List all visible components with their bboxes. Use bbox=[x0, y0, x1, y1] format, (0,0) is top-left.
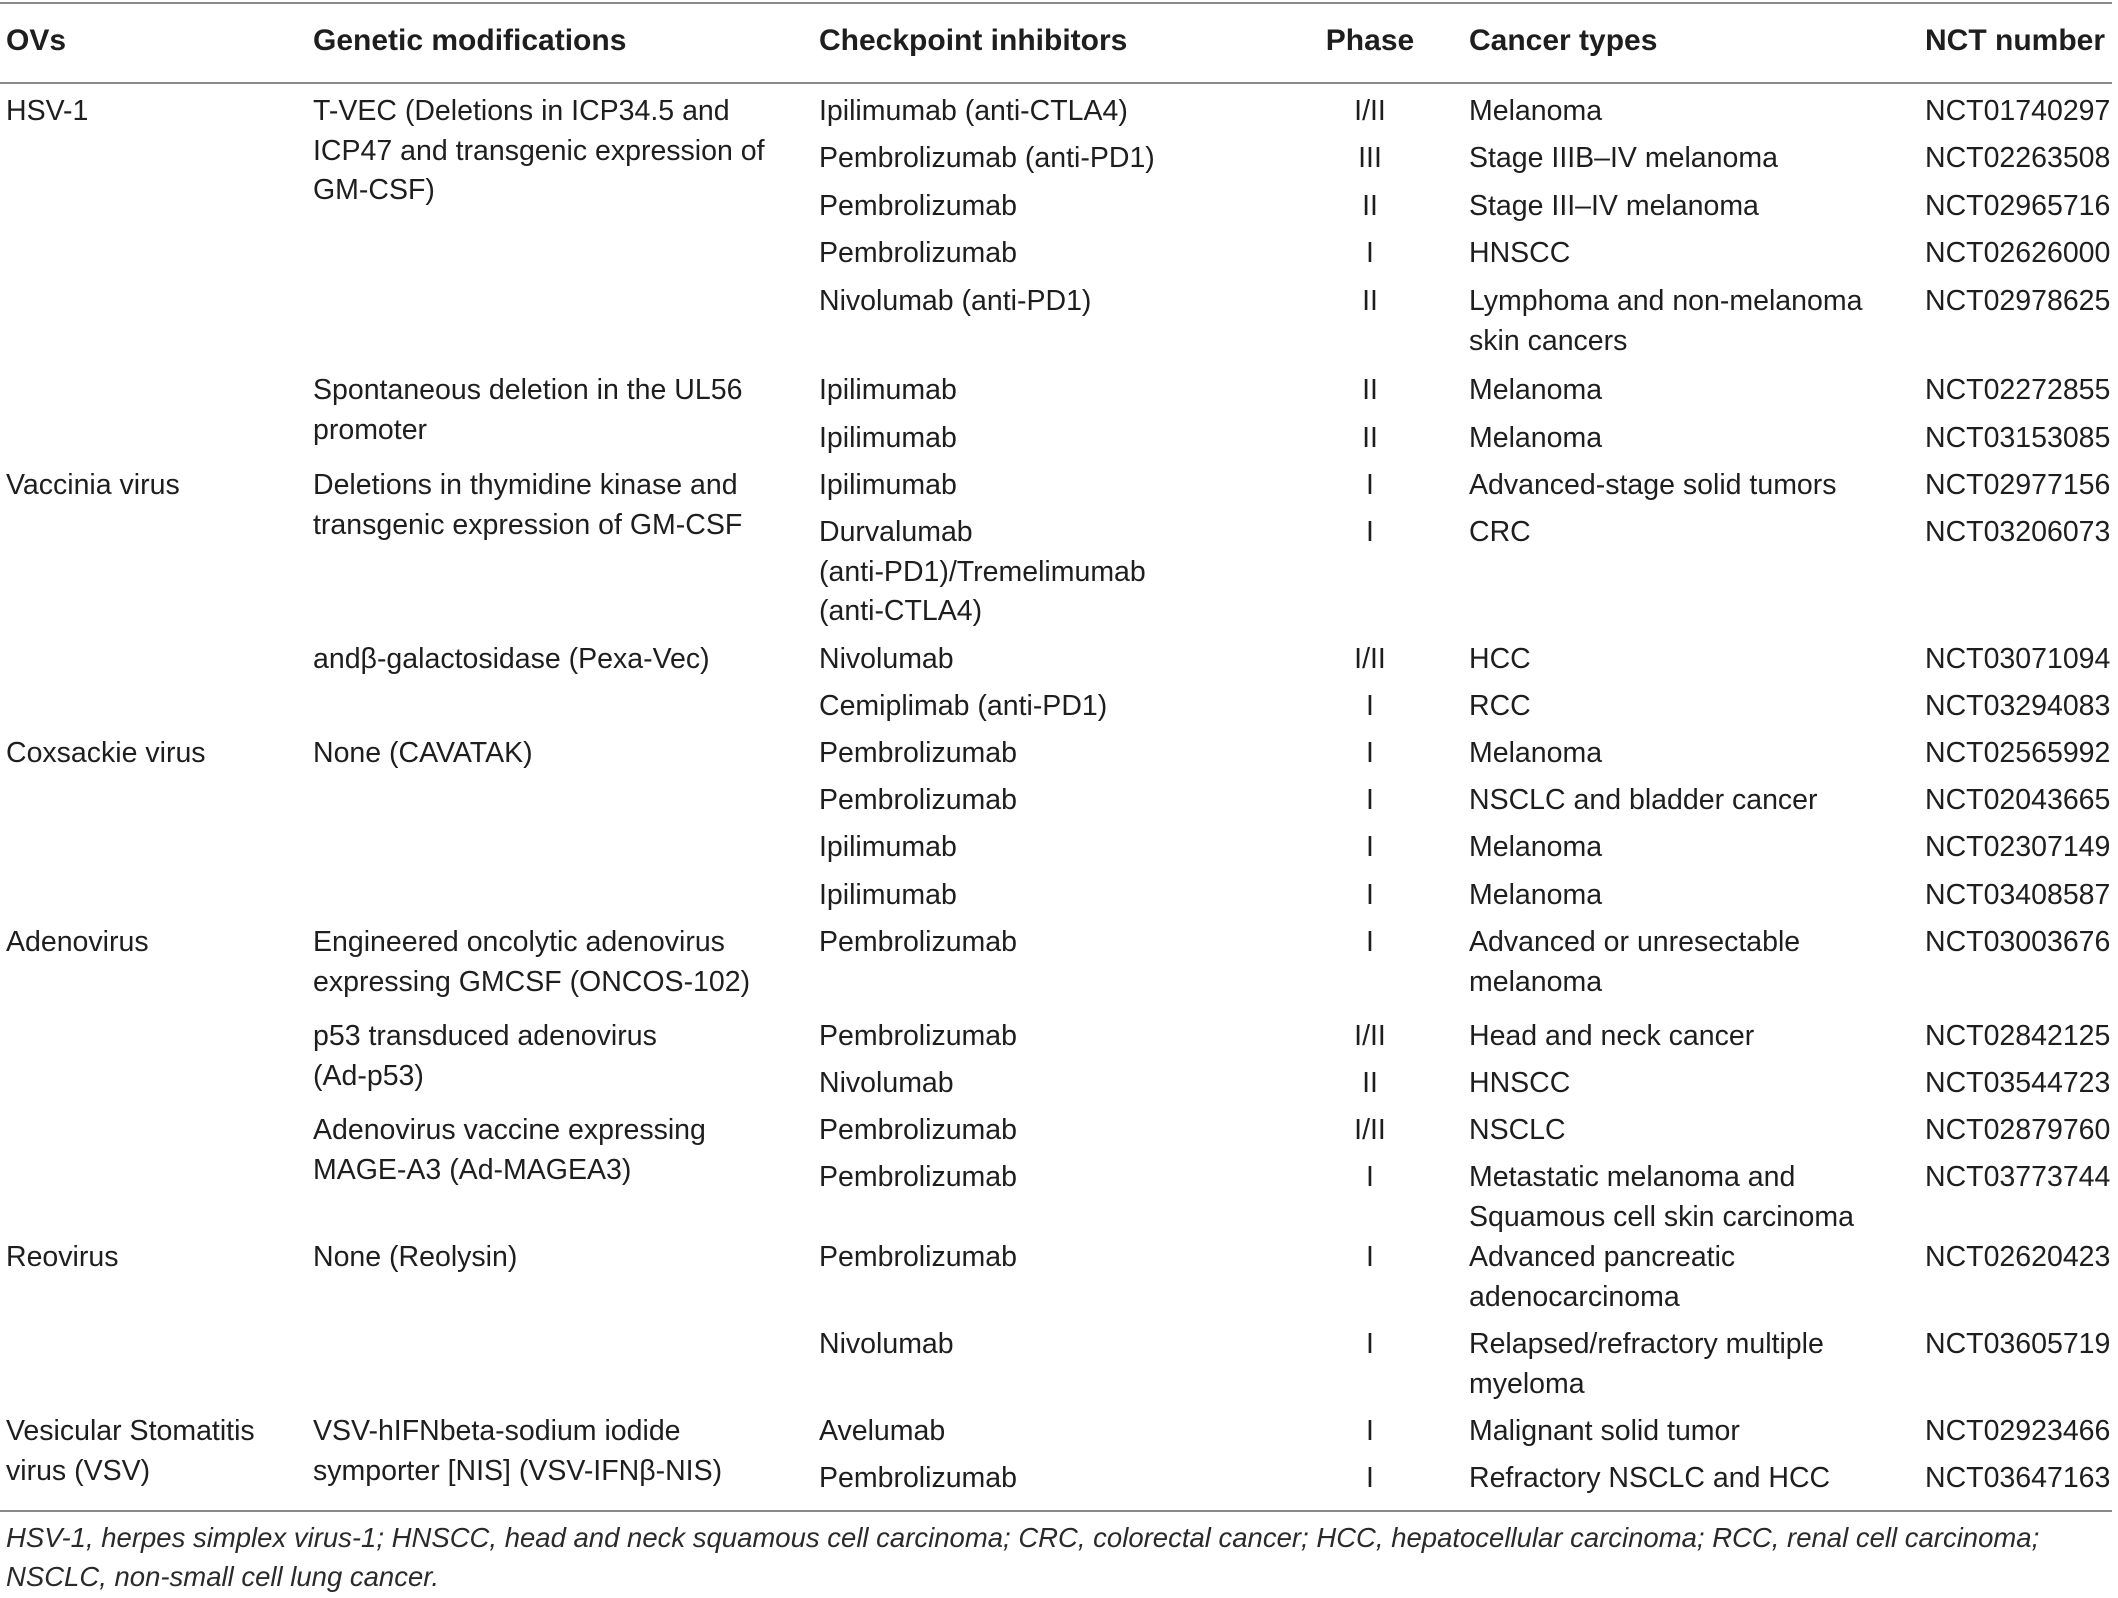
ov-cell: Vaccinia virus bbox=[6, 469, 180, 501]
phase-cell: II bbox=[1362, 374, 1378, 406]
cancer-type-cell: Stage III–IV melanoma bbox=[1469, 190, 1759, 222]
phase-cell: I bbox=[1366, 690, 1374, 722]
cancer-type-cell: HCC bbox=[1469, 643, 1531, 675]
phase-cell: I bbox=[1366, 831, 1374, 863]
cancer-type-cell: Lymphoma and non-melanoma skin cancers bbox=[1469, 285, 1863, 357]
cancer-type-cell: CRC bbox=[1469, 516, 1531, 548]
checkpoint-inhibitor-cell: Pembrolizumab bbox=[819, 1114, 1017, 1146]
nct-number-cell: NCT03153085 bbox=[1925, 422, 2111, 454]
checkpoint-inhibitor-cell: Nivolumab bbox=[819, 1067, 954, 1099]
checkpoint-inhibitor-cell: Nivolumab (anti-PD1) bbox=[819, 285, 1092, 317]
cancer-type-cell: Melanoma bbox=[1469, 95, 1603, 127]
checkpoint-inhibitor-cell: Pembrolizumab bbox=[819, 1020, 1017, 1052]
cancer-type-cell: Melanoma bbox=[1469, 879, 1603, 911]
ov-cell: Vesicular Stomatitis virus (VSV) bbox=[6, 1415, 255, 1487]
table-footnote: HSV-1, herpes simplex virus-1; HNSCC, head and neck squamous cell carcinoma; CRC, colorectal cancer; HCC, hepatocellular carcinoma; RCC, renal cell carcinoma; NSCLC, non-small cell lung cancer. bbox=[6, 1522, 2040, 1592]
checkpoint-inhibitor-cell: Pembrolizumab bbox=[819, 190, 1017, 222]
checkpoint-inhibitor-cell: Durvalumab (anti-PD1)/Tremelimumab (anti-CTLA4) bbox=[819, 516, 1146, 627]
checkpoint-inhibitor-cell: Ipilimumab bbox=[819, 469, 957, 501]
nct-number-cell: NCT03071094 bbox=[1925, 643, 2111, 675]
checkpoint-inhibitor-cell: Avelumab bbox=[819, 1415, 946, 1447]
nct-number-cell: NCT03294083 bbox=[1925, 690, 2111, 722]
nct-number-cell: NCT02626000 bbox=[1925, 237, 2111, 269]
header-genetic-modifications: Genetic modifications bbox=[313, 24, 627, 57]
cancer-type-cell: Melanoma bbox=[1469, 374, 1603, 406]
phase-cell: I bbox=[1366, 926, 1374, 958]
nct-number-cell: NCT02965716 bbox=[1925, 190, 2111, 222]
nct-number-cell: NCT02263508 bbox=[1925, 142, 2111, 174]
checkpoint-inhibitor-cell: Ipilimumab bbox=[819, 374, 957, 406]
cancer-type-cell: Advanced pancreatic adenocarcinoma bbox=[1469, 1241, 1736, 1313]
checkpoint-inhibitor-cell: Pembrolizumab bbox=[819, 1462, 1017, 1494]
phase-cell: I bbox=[1366, 737, 1374, 769]
phase-cell: I bbox=[1366, 879, 1374, 911]
cancer-type-cell: Refractory NSCLC and HCC bbox=[1469, 1462, 1831, 1494]
header-nct-number: NCT number bbox=[1925, 24, 2105, 57]
cancer-type-cell: Advanced-stage solid tumors bbox=[1469, 469, 1837, 501]
ov-cell: Adenovirus bbox=[6, 926, 149, 958]
nct-number-cell: NCT03544723 bbox=[1925, 1067, 2111, 1099]
ov-cell: Coxsackie virus bbox=[6, 737, 206, 769]
genetic-modification-cell: Adenovirus vaccine expressing MAGE-A3 (Ad-MAGEA3) bbox=[313, 1114, 706, 1186]
nct-number-cell: NCT03647163 bbox=[1925, 1462, 2111, 1494]
cancer-type-cell: Melanoma bbox=[1469, 737, 1603, 769]
genetic-modification-cell: VSV-hIFNbeta-sodium iodide symporter [NIS] (VSV-IFNβ-NIS) bbox=[313, 1415, 723, 1487]
nct-number-cell: NCT03605719 bbox=[1925, 1328, 2111, 1360]
cancer-type-cell: HNSCC bbox=[1469, 237, 1571, 269]
checkpoint-inhibitor-cell: Pembrolizumab bbox=[819, 1161, 1017, 1193]
phase-cell: II bbox=[1362, 285, 1378, 317]
checkpoint-inhibitor-cell: Ipilimumab bbox=[819, 879, 957, 911]
header-rule bbox=[0, 82, 2112, 84]
bottom-rule bbox=[0, 1510, 2112, 1512]
header-checkpoint-inhibitors: Checkpoint inhibitors bbox=[819, 24, 1128, 57]
cancer-type-cell: Stage IIIB–IV melanoma bbox=[1469, 142, 1778, 174]
nct-number-cell: NCT03408587 bbox=[1925, 879, 2111, 911]
phase-cell: II bbox=[1362, 1067, 1378, 1099]
phase-cell: I bbox=[1366, 516, 1374, 548]
genetic-modification-cell: Engineered oncolytic adenovirus expressing GMCSF (ONCOS-102) bbox=[313, 926, 751, 998]
genetic-modification-cell: p53 transduced adenovirus (Ad-p53) bbox=[313, 1020, 657, 1092]
cancer-type-cell: RCC bbox=[1469, 690, 1531, 722]
cancer-type-cell: NSCLC and bladder cancer bbox=[1469, 784, 1818, 816]
genetic-modification-cell: T-VEC (Deletions in ICP34.5 and ICP47 and transgenic expression of GM-CSF) bbox=[313, 95, 765, 206]
checkpoint-inhibitor-cell: Cemiplimab (anti-PD1) bbox=[819, 690, 1108, 722]
phase-cell: I bbox=[1366, 1328, 1374, 1360]
nct-number-cell: NCT03206073 bbox=[1925, 516, 2111, 548]
checkpoint-inhibitor-cell: Nivolumab bbox=[819, 643, 954, 675]
checkpoint-inhibitor-cell: Ipilimumab bbox=[819, 422, 957, 454]
phase-cell: I/II bbox=[1354, 1020, 1386, 1052]
cancer-type-cell: Melanoma bbox=[1469, 422, 1603, 454]
header-ovs: OVs bbox=[6, 24, 67, 57]
checkpoint-inhibitor-cell: Pembrolizumab bbox=[819, 926, 1017, 958]
nct-number-cell: NCT02923466 bbox=[1925, 1415, 2111, 1447]
checkpoint-inhibitor-cell: Pembrolizumab (anti-PD1) bbox=[819, 142, 1155, 174]
phase-cell: I bbox=[1366, 1415, 1374, 1447]
header-phase: Phase bbox=[1325, 24, 1415, 57]
genetic-modification-cell: None (CAVATAK) bbox=[313, 737, 533, 769]
nct-number-cell: NCT02620423 bbox=[1925, 1241, 2111, 1273]
nct-number-cell: NCT01740297 bbox=[1925, 95, 2111, 127]
nct-number-cell: NCT02565992 bbox=[1925, 737, 2111, 769]
phase-cell: II bbox=[1362, 190, 1378, 222]
checkpoint-inhibitor-cell: Pembrolizumab bbox=[819, 1241, 1017, 1273]
genetic-modification-cell: None (Reolysin) bbox=[313, 1241, 518, 1273]
checkpoint-inhibitor-cell: Ipilimumab (anti-CTLA4) bbox=[819, 95, 1128, 127]
phase-cell: I bbox=[1366, 469, 1374, 501]
cancer-type-cell: NSCLC bbox=[1469, 1114, 1566, 1146]
genetic-modification-cell: andβ-galactosidase (Pexa-Vec) bbox=[313, 643, 710, 675]
nct-number-cell: NCT02043665 bbox=[1925, 784, 2111, 816]
genetic-modification-cell: Deletions in thymidine kinase and transgenic expression of GM-CSF bbox=[313, 469, 743, 541]
nct-number-cell: NCT02272855 bbox=[1925, 374, 2111, 406]
top-rule bbox=[0, 2, 2112, 4]
phase-cell: I bbox=[1366, 1161, 1374, 1193]
phase-cell: I/II bbox=[1354, 95, 1386, 127]
checkpoint-inhibitor-cell: Pembrolizumab bbox=[819, 784, 1017, 816]
nct-number-cell: NCT02842125 bbox=[1925, 1020, 2111, 1052]
header-cancer-types: Cancer types bbox=[1469, 24, 1658, 57]
checkpoint-inhibitor-cell: Nivolumab bbox=[819, 1328, 954, 1360]
checkpoint-inhibitor-cell: Ipilimumab bbox=[819, 831, 957, 863]
checkpoint-inhibitor-cell: Pembrolizumab bbox=[819, 737, 1017, 769]
genetic-modification-cell: Spontaneous deletion in the UL56 promoter bbox=[313, 374, 743, 446]
cancer-type-cell: Head and neck cancer bbox=[1469, 1020, 1755, 1052]
phase-cell: I bbox=[1366, 237, 1374, 269]
cancer-type-cell: Advanced or unresectable melanoma bbox=[1469, 926, 1801, 998]
checkpoint-inhibitor-cell: Pembrolizumab bbox=[819, 237, 1017, 269]
nct-number-cell: NCT02977156 bbox=[1925, 469, 2111, 501]
nct-number-cell: NCT03773744 bbox=[1925, 1161, 2111, 1193]
cancer-type-cell: Melanoma bbox=[1469, 831, 1603, 863]
cancer-type-cell: Malignant solid tumor bbox=[1469, 1415, 1740, 1447]
ov-cell: HSV-1 bbox=[6, 95, 89, 127]
nct-number-cell: NCT02978625 bbox=[1925, 285, 2111, 317]
phase-cell: I bbox=[1366, 784, 1374, 816]
ov-cell: Reovirus bbox=[6, 1241, 119, 1273]
phase-cell: III bbox=[1358, 142, 1382, 174]
nct-number-cell: NCT03003676 bbox=[1925, 926, 2111, 958]
cancer-type-cell: Metastatic melanoma and Squamous cell skin carcinoma bbox=[1469, 1161, 1854, 1233]
phase-cell: I bbox=[1366, 1462, 1374, 1494]
phase-cell: I/II bbox=[1354, 643, 1386, 675]
cancer-type-cell: HNSCC bbox=[1469, 1067, 1571, 1099]
phase-cell: II bbox=[1362, 422, 1378, 454]
cancer-type-cell: Relapsed/refractory multiple myeloma bbox=[1469, 1328, 1824, 1400]
phase-cell: I bbox=[1366, 1241, 1374, 1273]
phase-cell: I/II bbox=[1354, 1114, 1386, 1146]
nct-number-cell: NCT02307149 bbox=[1925, 831, 2111, 863]
nct-number-cell: NCT02879760 bbox=[1925, 1114, 2111, 1146]
